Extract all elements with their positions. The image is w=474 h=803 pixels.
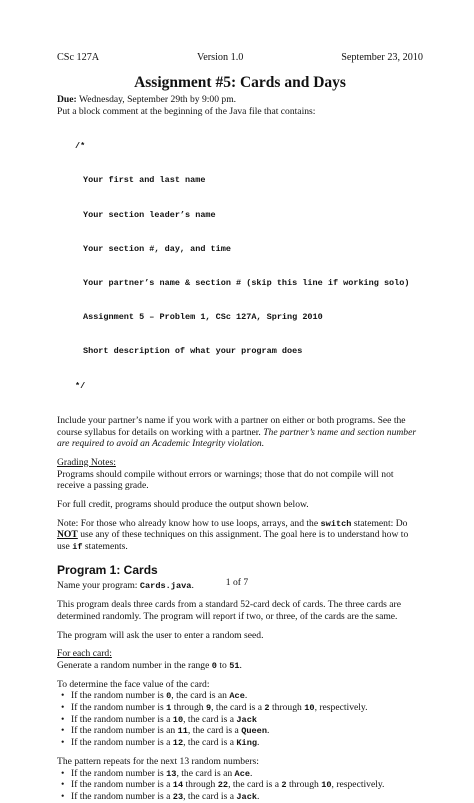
comment-line: Short description of what your program does bbox=[83, 346, 303, 357]
intro-text: Put a block comment at the beginning of the Java file that contains: bbox=[57, 106, 316, 118]
course-code: CSc 127A bbox=[57, 52, 100, 63]
grading-notes-label: Grading Notes: bbox=[57, 456, 116, 468]
list-item: • If the random number is 13, the card is an Ace. bbox=[57, 768, 423, 780]
pattern-intro: The pattern repeats for the next 13 random numbers: bbox=[57, 755, 259, 767]
comment-line: Your section #, day, and time bbox=[83, 243, 231, 254]
partner-paragraph bbox=[57, 415, 423, 450]
gen-text: Generate a random number in the range bbox=[57, 659, 212, 671]
program-description: This program deals three cards from a standard 52-card deck of cards. The three cards are determined randomly. The program will report if two, or three, of the cards are the same. bbox=[57, 599, 401, 622]
program-filename: Cards.java bbox=[139, 581, 192, 592]
due-label: Due: bbox=[57, 94, 77, 106]
partner-text: Include your partner’s name if you work with a partner on either or both programs. See the course syllabus for details on working with a partner. bbox=[57, 414, 406, 438]
comment-line: Your partner’s name & section # (skip this line if working solo) bbox=[83, 278, 410, 289]
punct: . bbox=[239, 659, 242, 671]
punct: . bbox=[191, 580, 194, 592]
program1-heading: Program 1: Cards bbox=[57, 562, 158, 577]
note-text: Note: For those who already know how to use loops, arrays, and the bbox=[57, 517, 321, 529]
program-name-label: Name your program: bbox=[57, 580, 140, 592]
range-high: 51 bbox=[229, 660, 240, 671]
note-paragraph bbox=[57, 518, 423, 553]
note-text: statements. bbox=[82, 541, 128, 553]
each-card-heading bbox=[57, 648, 423, 660]
random-seed-text: The program will ask the user to enter a random seed. bbox=[57, 629, 264, 641]
page-header bbox=[57, 52, 423, 64]
due-text: Wednesday, September 29th by 9:00 pm. bbox=[76, 94, 237, 106]
document-page bbox=[57, 52, 423, 803]
face-value-rules bbox=[57, 690, 423, 749]
note-text: use any of these techniques on this assignment. The goal here is to understand how to use bbox=[57, 529, 409, 553]
if-keyword: if bbox=[72, 542, 83, 553]
comment-line: Assignment 5 – Problem 1, CSc 127A, Spring 2010 bbox=[83, 312, 323, 323]
version: Version 1.0 bbox=[196, 52, 244, 63]
list-item: • If the random number is a 12, the card is a King. bbox=[57, 737, 423, 749]
full-credit-text: For full credit, programs should produce the output shown below. bbox=[57, 499, 309, 511]
range-low: 0 bbox=[211, 660, 217, 671]
list-item: • If the random number is 1 through 9, the card is a 2 through 10, respectively. bbox=[57, 702, 423, 714]
not-emphasis: NOT bbox=[57, 529, 78, 541]
due-line bbox=[57, 94, 423, 106]
partner-warning: The partner’s name and section number are required to avoid an Academic Integrity violation. bbox=[57, 426, 417, 450]
comment-close: */ bbox=[75, 380, 86, 391]
comment-line: Your first and last name bbox=[83, 175, 206, 186]
page-number: 1 of 7 bbox=[225, 577, 249, 588]
comment-line: Your section leader’s name bbox=[83, 209, 216, 220]
list-item: • If the random number is a 10, the card is a Jack bbox=[57, 714, 423, 726]
gen-text: to bbox=[216, 659, 230, 671]
list-item: • If the random number is a 14 through 22, the card is a 2 through 10, respectively. bbox=[57, 779, 423, 791]
grading-heading bbox=[57, 457, 423, 469]
comment-open: /* bbox=[75, 141, 86, 152]
grading-text: Programs should compile without errors or warnings; those that do not compile will not receive a passing grade. bbox=[57, 468, 394, 492]
face-value-intro: To determine the face value of the card: bbox=[57, 678, 210, 690]
generate-line bbox=[57, 660, 423, 672]
list-item: • If the random number is 0, the card is an Ace. bbox=[57, 690, 423, 702]
each-card-label: For each card: bbox=[57, 648, 112, 660]
note-text: statement: Do bbox=[351, 517, 408, 529]
assignment-title: Assignment #5: Cards and Days bbox=[134, 74, 346, 92]
header-date: September 23, 2010 bbox=[341, 52, 423, 63]
list-item: • If the random number is a 23, the card is a Jack. bbox=[57, 791, 423, 803]
comment-block bbox=[57, 118, 423, 415]
switch-keyword: switch bbox=[320, 518, 352, 529]
pattern-rules bbox=[57, 768, 423, 803]
list-item: • If the random number is an 11, the card is a Queen. bbox=[57, 725, 423, 737]
